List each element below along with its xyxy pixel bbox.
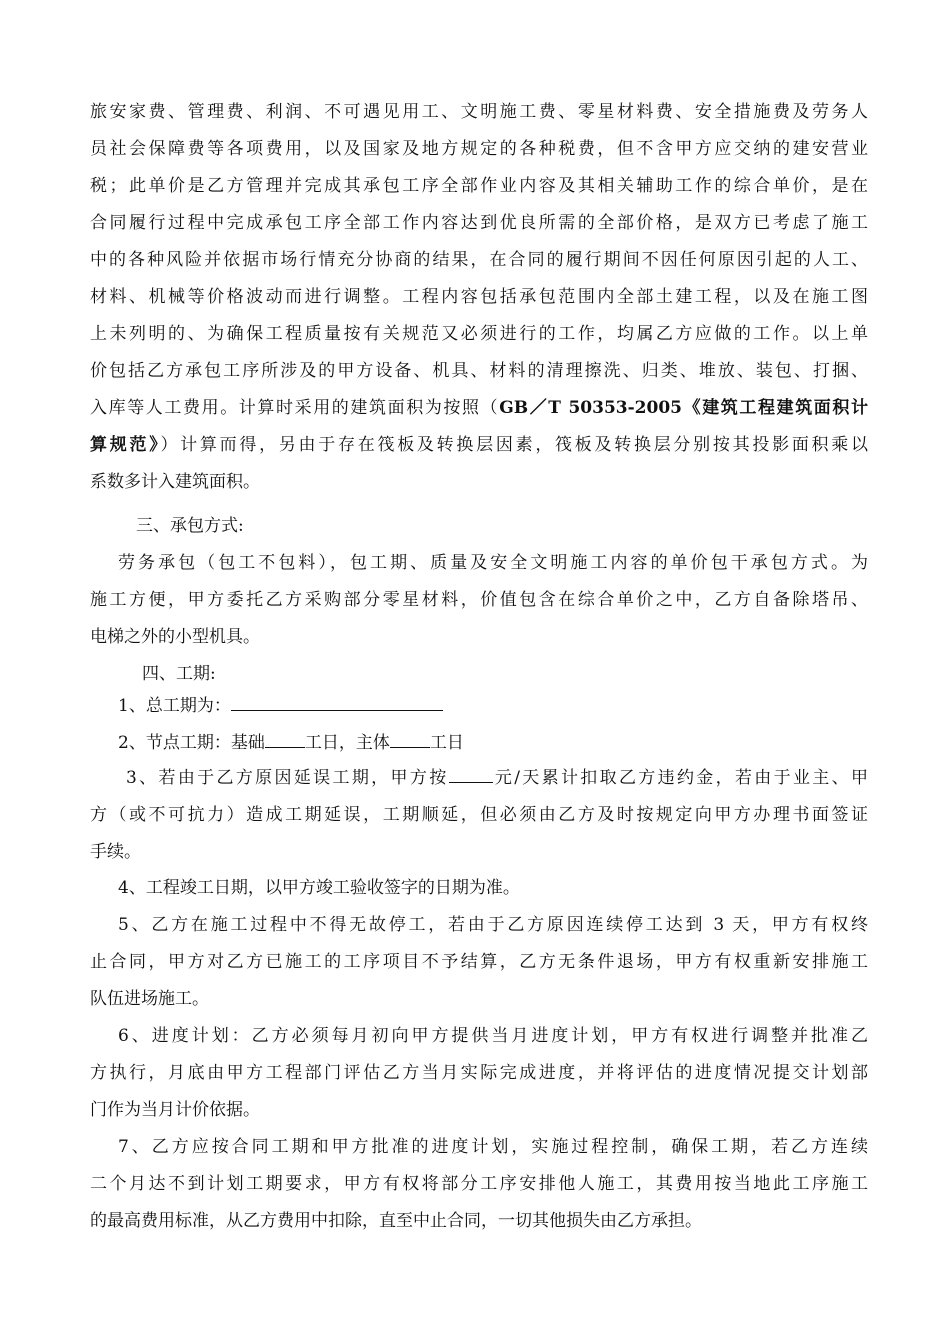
text-line: 二个月达不到计划工期要求，甲方有权将部分工序安排他人施工，其费用按当地此工序施工 bbox=[90, 1174, 868, 1194]
text-line: 7、乙方应按合同工期和甲方批准的进度计划，实施过程控制，确保工期，若乙方连续 bbox=[118, 1137, 868, 1157]
text-line bbox=[90, 760, 868, 797]
text-line: 门作为当月计价依据。 bbox=[90, 1100, 260, 1120]
completion-date-item bbox=[90, 870, 868, 907]
work-stoppage-item bbox=[90, 907, 868, 1018]
text-fragment: 入库等人工费用。计算时采用的建筑面积为按照（ bbox=[90, 398, 500, 418]
delay-penalty-item bbox=[90, 760, 868, 871]
section-heading: 四、工期: bbox=[142, 664, 216, 684]
item-label: 1、总工期为： bbox=[118, 696, 231, 716]
text-line: 施工方便，甲方委托乙方采购部分零星材料，价值包含在综合单价之中，乙方自备除塔吊、 bbox=[90, 590, 868, 610]
text-line: 合同履行过程中完成承包工序全部工作内容达到优良所需的全部价格，是双方已考虑了施工 bbox=[90, 213, 868, 233]
item-label: 2、节点工期：基础 bbox=[118, 733, 265, 753]
text-line: 方执行，月底由甲方工程部门评估乙方当月实际完成进度，并将评估的进度情况提交计划部 bbox=[90, 1063, 868, 1083]
text-line: 5、乙方在施工过程中不得无故停工，若由于乙方原因连续停工达到 3 天，甲方有权终 bbox=[118, 915, 868, 935]
text-line bbox=[90, 390, 868, 427]
contract-method-section bbox=[90, 508, 868, 545]
text-line: 旅安家费、管理费、利润、不可遇见用工、文明施工费、零星材料费、安全措施费及劳务人 bbox=[90, 102, 868, 122]
schedule-control-item bbox=[90, 1129, 868, 1240]
milestone-item bbox=[90, 725, 868, 762]
text-line: 止合同，甲方对乙方已施工的工序项目不予结算，乙方无条件退场，甲方有权重新安排施工 bbox=[90, 952, 868, 972]
text-line: 6、进度计划：乙方必须每月初向甲方提供当月进度计划，甲方有权进行调整并批准乙 bbox=[118, 1026, 868, 1046]
item-label: 元/天累计扣取乙方违约金，若由于业主、甲 bbox=[492, 768, 868, 788]
text-line: 电梯之外的小型机具。 bbox=[90, 627, 260, 647]
text-line: 手续。 bbox=[90, 842, 141, 862]
text-line: 4、工程竣工日期，以甲方竣工验收签字的日期为准。 bbox=[118, 878, 520, 898]
item-label: 工日，主体 bbox=[304, 733, 390, 753]
text-line: 方（或不可抗力）造成工期延误，工期顺延，但必须由乙方及时按规定向甲方办理书面签证 bbox=[90, 805, 868, 825]
total-duration-item bbox=[90, 688, 868, 725]
text-line bbox=[90, 427, 868, 464]
text-line: 价包括乙方承包工序所涉及的甲方设备、机具、材料的清理擦洗、归类、堆放、装包、打捆、 bbox=[90, 361, 868, 381]
text-line: 队伍进场施工。 bbox=[90, 989, 209, 1009]
structure-days-blank[interactable] bbox=[390, 725, 430, 748]
total-duration-blank[interactable] bbox=[231, 688, 443, 711]
section-heading: 三、承包方式: bbox=[136, 516, 244, 536]
text-line: 上未列明的、为确保工程质量按有关规范又必须进行的工作，均属乙方应做的工作。以上单 bbox=[90, 324, 868, 344]
text-line: 中的各种风险并依据市场行情充分协商的结果，在合同的履行期间不因任何原因引起的人工、 bbox=[90, 250, 868, 270]
foundation-days-blank[interactable] bbox=[265, 725, 305, 748]
penalty-amount-blank[interactable] bbox=[449, 760, 493, 783]
pricing-paragraph bbox=[90, 94, 868, 501]
item-label: 3、若由于乙方原因延误工期，甲方按 bbox=[126, 768, 449, 788]
text-line: 的最高费用标准，从乙方费用中扣除，直至中止合同，一切其他损失由乙方承担。 bbox=[90, 1211, 702, 1231]
standard-reference: GB／T 50353-2005《建筑工程建筑面积计 bbox=[499, 398, 868, 418]
text-line: 材料、机械等价格波动而进行调整。工程内容包括承包范围内全部土建工程，以及在施工图 bbox=[90, 287, 868, 307]
progress-plan-item bbox=[90, 1018, 868, 1129]
contract-method-paragraph bbox=[90, 545, 868, 656]
text-line: 员社会保障费等各项费用，以及国家及地方规定的各种税费，但不含甲方应交纳的建安营业 bbox=[90, 139, 868, 159]
text-line: 税；此单价是乙方管理并完成其承包工序全部作业内容及其相关辅助工作的综合单价，是在 bbox=[90, 176, 868, 196]
text-line: 系数多计入建筑面积。 bbox=[90, 472, 260, 492]
schedule-items bbox=[90, 688, 868, 762]
item-label: 工日 bbox=[429, 733, 464, 753]
text-fragment: ）计算而得，另由于存在筏板及转换层因素，筏板及转换层分别按其投影面积乘以 bbox=[160, 435, 868, 455]
standard-reference-end: 算规范》 bbox=[90, 435, 161, 455]
text-line: 劳务承包（包工不包料），包工期、质量及安全文明施工内容的单价包干承包方式。为 bbox=[118, 553, 868, 573]
